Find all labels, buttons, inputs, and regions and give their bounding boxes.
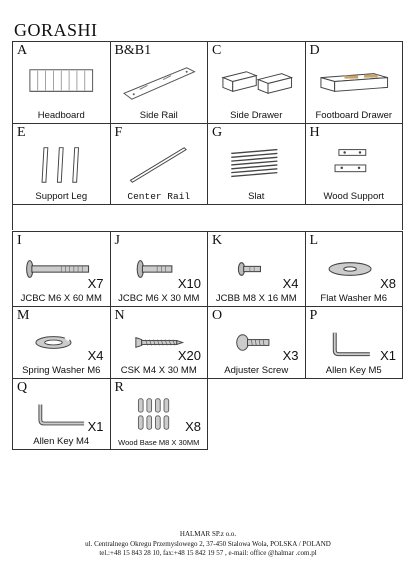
part-cell-headboard xyxy=(13,42,111,124)
quantity: X1 xyxy=(380,348,396,363)
hardware-label: JCBC M6 X 30 MM xyxy=(118,293,200,304)
hardware-cell-q xyxy=(13,379,111,450)
hardware-cell-k xyxy=(208,232,306,307)
hardware-letter: I xyxy=(17,233,22,248)
part-label: Footboard Drawer xyxy=(315,110,393,121)
quantity: X4 xyxy=(87,348,104,363)
part-label: Side Rail xyxy=(139,110,178,121)
hardware-cell-n xyxy=(111,307,209,379)
blank-separator xyxy=(12,204,403,230)
hardware-letter: L xyxy=(309,233,319,248)
quantity: X8 xyxy=(380,276,396,291)
support-leg-drawing xyxy=(19,140,104,188)
quantity: X1 xyxy=(87,419,104,434)
hardware-cell-m xyxy=(13,307,111,379)
part-label: Support Leg xyxy=(35,191,88,202)
part-cell-footboard-drawer xyxy=(306,42,404,124)
center-rail-drawing xyxy=(117,140,202,188)
footboard-drawer-drawing xyxy=(312,58,397,107)
hardware-letter: N xyxy=(114,308,125,323)
hardware-letter: P xyxy=(309,308,318,323)
part-letter: F xyxy=(114,125,123,140)
wood-support-drawing xyxy=(312,140,397,188)
hardware-letter: M xyxy=(17,308,30,323)
hardware-label: Wood Base M8 X 30MM xyxy=(118,438,200,447)
part-cell-slat xyxy=(208,124,306,205)
quantity: X20 xyxy=(177,348,201,363)
empty-cell xyxy=(208,379,306,450)
hardware-cell-o xyxy=(208,307,306,379)
part-letter: D xyxy=(309,43,320,58)
quantity: X8 xyxy=(185,419,201,434)
part-label: Center Rail xyxy=(127,191,191,202)
empty-cell xyxy=(306,379,404,450)
part-label: Wood Support xyxy=(323,191,385,202)
hardware-cell-i xyxy=(13,232,111,307)
slat-drawing xyxy=(214,140,299,188)
part-label: Side Drawer xyxy=(230,110,283,121)
part-letter: A xyxy=(17,43,28,58)
part-cell-side-drawer xyxy=(208,42,306,124)
company-address: ul. Centralnego Okregu Przemyslowego 2, 37-450 Stalowa Wola, POLSKA / POLAND xyxy=(85,539,331,548)
hardware-letter: Q xyxy=(17,380,28,395)
hardware-letter: R xyxy=(114,380,124,395)
part-cell-wood-support xyxy=(306,124,404,205)
quantity: X10 xyxy=(177,276,201,291)
hardware-label: Spring Washer M6 xyxy=(22,365,101,376)
part-cell-center-rail xyxy=(111,124,209,205)
hardware-label: JCBB M8 X 16 MM xyxy=(215,293,297,304)
page-title: GORASHI xyxy=(14,20,98,40)
hardware-letter: O xyxy=(212,308,223,323)
hardware-label: Allen Key M5 xyxy=(325,365,382,376)
hardware-cell-p xyxy=(306,307,404,379)
hardware-letter: J xyxy=(114,233,120,248)
part-cell-support-leg xyxy=(13,124,111,205)
headboard-drawing xyxy=(19,58,104,107)
part-letter: C xyxy=(212,43,222,58)
part-label: Headboard xyxy=(37,110,85,121)
hardware-cell-j xyxy=(111,232,209,307)
company-footer xyxy=(0,530,416,559)
part-letter: H xyxy=(309,125,320,140)
part-cell-side-rail xyxy=(111,42,209,124)
side-drawer-drawing xyxy=(214,58,299,107)
part-letter: G xyxy=(212,125,223,140)
quantity: X3 xyxy=(282,348,299,363)
company-name: HALMAR SP.z o.o. xyxy=(179,530,237,538)
hardware-grid xyxy=(12,231,403,450)
hardware-label: Adjuster Screw xyxy=(224,365,289,376)
company-contact: tel.:+48 15 843 28 10, fax:+48 15 842 19 57 , e-mail: office @halmar .com.pl xyxy=(99,549,317,557)
part-letter: E xyxy=(17,125,26,140)
hardware-letter: K xyxy=(212,233,223,248)
quantity: X4 xyxy=(282,276,299,291)
parts-grid xyxy=(12,41,403,205)
hardware-cell-l xyxy=(306,232,404,307)
hardware-label: Flat Washer M6 xyxy=(320,293,388,304)
part-label: Slat xyxy=(248,191,265,202)
quantity: X7 xyxy=(87,276,104,291)
hardware-cell-r xyxy=(111,379,209,450)
hardware-label: Allen Key M4 xyxy=(33,436,90,447)
side-rail-drawing xyxy=(117,58,202,107)
hardware-label: CSK M4 X 30 MM xyxy=(120,365,197,376)
part-letter: B&B1 xyxy=(114,43,152,58)
hardware-label: JCBC M6 X 60 MM xyxy=(20,293,102,304)
